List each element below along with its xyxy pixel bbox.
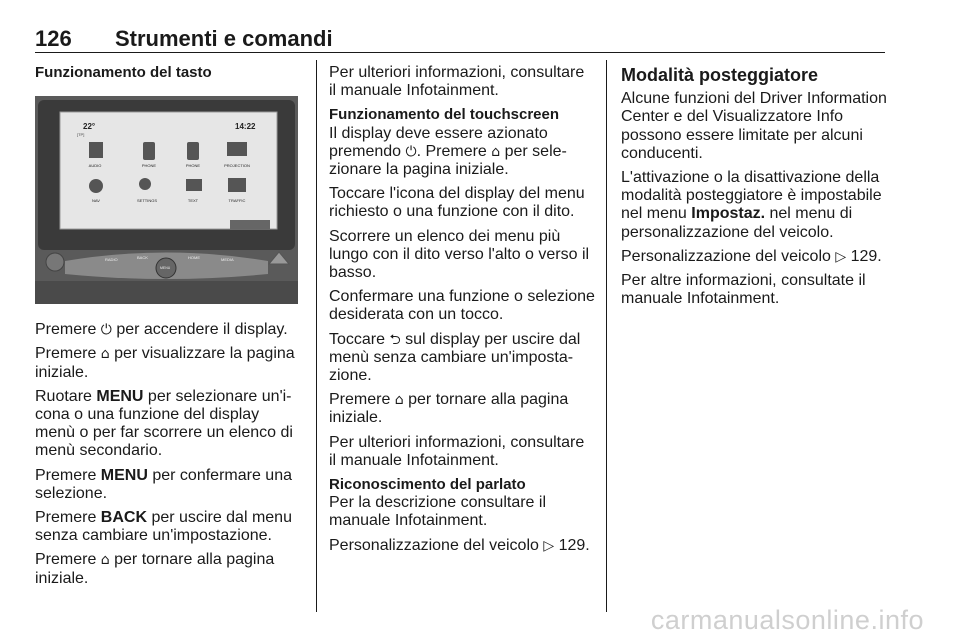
app-label: NAV bbox=[92, 198, 100, 204]
power-knob bbox=[46, 253, 64, 271]
paragraph: Premere MENU per confermare una selezione. bbox=[35, 466, 292, 502]
column-divider bbox=[316, 60, 317, 612]
nav-icon bbox=[89, 179, 103, 193]
power-icon: ⏻ bbox=[405, 143, 417, 160]
reference-arrow-icon: ▷ bbox=[835, 248, 847, 265]
text-icon bbox=[186, 179, 202, 191]
screen-time: 14:22 bbox=[235, 122, 256, 132]
home-icon: ⌂ bbox=[100, 346, 110, 363]
column-divider bbox=[606, 60, 607, 612]
screen-temp-sub: [TP] bbox=[77, 132, 85, 138]
home-icon: ⌂ bbox=[100, 552, 110, 569]
paragraph: Premere ⏻ per accendere il display. bbox=[35, 321, 288, 339]
phone-icon bbox=[143, 142, 155, 160]
audio-icon bbox=[89, 142, 103, 158]
app-label: TRAFFIC bbox=[228, 198, 246, 204]
home-icon: ⌂ bbox=[491, 143, 501, 160]
app-label: AUDIO bbox=[88, 163, 102, 169]
back-button-label: BACK bbox=[137, 255, 148, 261]
phone-icon bbox=[187, 142, 199, 160]
paragraph: Premere ⌂ per tornare alla pagina iniziale. bbox=[35, 551, 275, 587]
column-1 bbox=[35, 64, 301, 594]
page-title: Strumenti e comandi bbox=[115, 26, 333, 51]
paragraph: Alcune funzioni del Driver Information Center e del Visualizzatore Info possono essere limitate per alcuni conducenti. bbox=[621, 90, 887, 162]
power-icon: ⏻ bbox=[100, 322, 112, 339]
projection-icon bbox=[227, 142, 247, 156]
section-heading: Funzionamento del touchscreen bbox=[329, 106, 560, 124]
page-number: 126 bbox=[35, 26, 72, 51]
section-heading: Riconoscimento del parlato bbox=[329, 476, 526, 494]
infotainment-illustration bbox=[35, 96, 298, 304]
home-icon: ⌂ bbox=[394, 392, 404, 409]
paragraph: Per altre informazioni, consultate il manuale Infotainment. bbox=[621, 272, 866, 308]
paragraph: Ruotare MENU per selezionare un'i-cona o una funzione del display menù o per far scorrere un elenco di menù secondario. bbox=[35, 387, 293, 460]
media-button-label: MEDIA bbox=[221, 257, 234, 263]
paragraph: Scorrere un elenco dei menu più lungo con il dito verso l'alto o verso il basso. bbox=[329, 227, 590, 282]
menu-knob-label: MENU bbox=[160, 266, 171, 271]
page-header bbox=[35, 26, 885, 53]
paragraph: Per la descrizione consultare il manuale Infotainment. bbox=[329, 494, 546, 530]
paragraph: Il display deve essere azionato premendo ⏻. Premere ⌂ per sele-zionare la pagina iniziale. bbox=[329, 124, 567, 179]
section-heading: Modalità posteggiatore bbox=[621, 65, 819, 85]
screen-temp: 22° bbox=[83, 122, 96, 132]
up-arrow-button bbox=[230, 220, 270, 229]
home-button-label: HOME bbox=[188, 255, 200, 261]
app-label: PHONE bbox=[141, 163, 157, 169]
paragraph: Premere ⌂ per visualizzare la pagina iniziale. bbox=[35, 345, 295, 381]
app-label: SETTINGS bbox=[136, 198, 158, 204]
paragraph: Per ulteriori informazioni, consultare il manuale Infotainment. bbox=[329, 64, 585, 100]
paragraph: Premere ⌂ per tornare alla pagina iniziale. bbox=[329, 391, 569, 427]
paragraph: Personalizzazione del veicolo ▷ 129. bbox=[329, 536, 590, 554]
paragraph: Confermare una funzione o selezione desiderata con un tocco. bbox=[329, 288, 595, 324]
watermark: carmanualsonline.info bbox=[650, 605, 924, 635]
column-2 bbox=[329, 64, 595, 561]
app-label: TEXT bbox=[187, 198, 199, 204]
reference-arrow-icon: ▷ bbox=[543, 537, 555, 554]
paragraph: Personalizzazione del veicolo ▷ 129. bbox=[621, 247, 882, 265]
paragraph: Toccare l'icona del display del menu richiesto o una funzione con il dito. bbox=[329, 185, 585, 221]
app-label: PROJECTION bbox=[224, 163, 250, 169]
app-label: PHONE bbox=[185, 163, 201, 169]
paragraph: Toccare ⮌ sul display per uscire dal menù senza cambiare un'imposta-zione. bbox=[329, 330, 581, 385]
traffic-icon bbox=[228, 178, 246, 192]
paragraph: Premere BACK per uscire dal menu senza cambiare un'impostazione. bbox=[35, 509, 292, 545]
column-3 bbox=[621, 64, 887, 314]
paragraph: L'attivazione o la disattivazione della modalità posteggiatore è impostabile nel menu Impostaz. nel menu di personalizzazione del veicolo. bbox=[621, 169, 882, 241]
radio-button-label: RADIO bbox=[105, 257, 118, 263]
section-heading: Funzionamento del tasto bbox=[35, 64, 212, 81]
back-icon: ⮌ bbox=[389, 331, 401, 348]
paragraph: Per ulteriori informazioni, consultare il manuale Infotainment. bbox=[329, 433, 585, 469]
settings-icon bbox=[139, 178, 151, 190]
